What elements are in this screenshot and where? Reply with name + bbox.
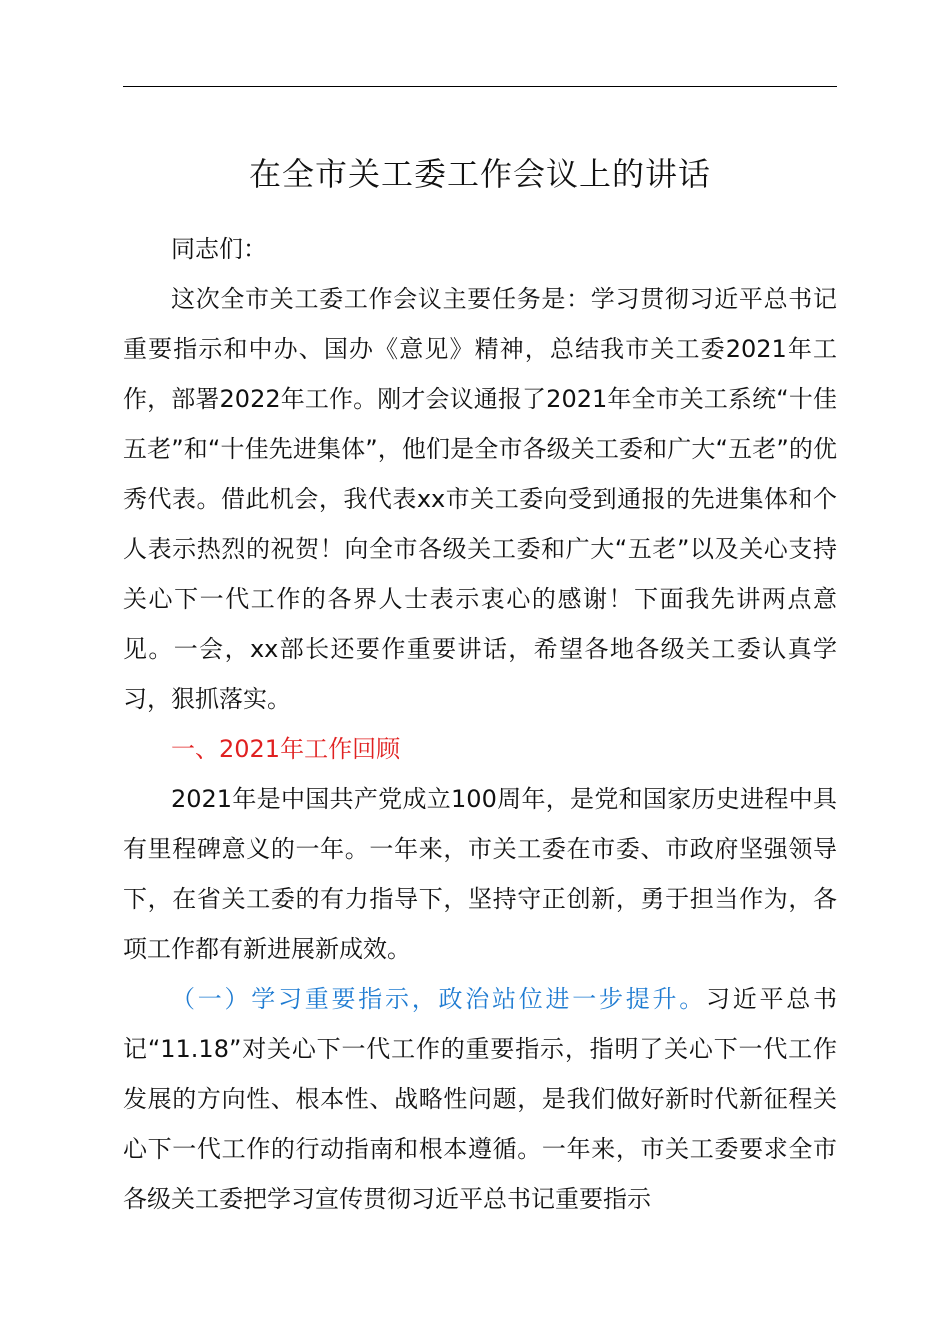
section-heading: 一、2021年工作回顾 — [171, 735, 401, 763]
document-body — [123, 224, 837, 1224]
salutation: 同志们： — [171, 235, 267, 263]
section-paragraph: 2021年是中国共产党成立100周年，是党和国家历史进程中具有里程碑意义的一年。一年来，市关工委在市委、市政府坚强领导下，在省关工委的有力指导下，坚持守正创新，勇于担当作为，各项工作都有新进展新成效。 — [123, 785, 837, 963]
subsection-paragraph — [123, 974, 837, 1224]
subsection-heading: （一）学习重要指示，政治站位进一步提升。 — [171, 985, 706, 1013]
header-rule — [123, 86, 837, 87]
intro-paragraph: 这次全市关工委工作会议主要任务是：学习贯彻习近平总书记重要指示和中办、国办《意见》精神，总结我市关工委2021年工作，部署2022年工作。刚才会议通报了2021年全市关工系统“十佳五老”和“十佳先进集体”，他们是全市各级关工委和广大“五老”的优秀代表。借此机会，我代表xx市关工委向受到通报的先进集体和个人表示热烈的祝贺！向全市各级关工委和广大“五老”以及关心支持关心下一代工作的各界人士表示衷心的感谢！下面我先讲两点意见。一会，xx部长还要作重要讲话，希望各地各级关工委认真学习，狠抓落实。 — [123, 285, 837, 713]
subsection-text: 习近平总书记“11.18”对关心下一代工作的重要指示，指明了关心下一代工作发展的方向性、根本性、战略性问题，是我们做好新时代新征程关心下一代工作的行动指南和根本遵循。一年来，市关工委要求全市各级关工委把学习宣传贯彻习近平总书记重要指示 — [123, 985, 837, 1213]
page-title: 在全市关工委工作会议上的讲话 — [248, 155, 711, 193]
